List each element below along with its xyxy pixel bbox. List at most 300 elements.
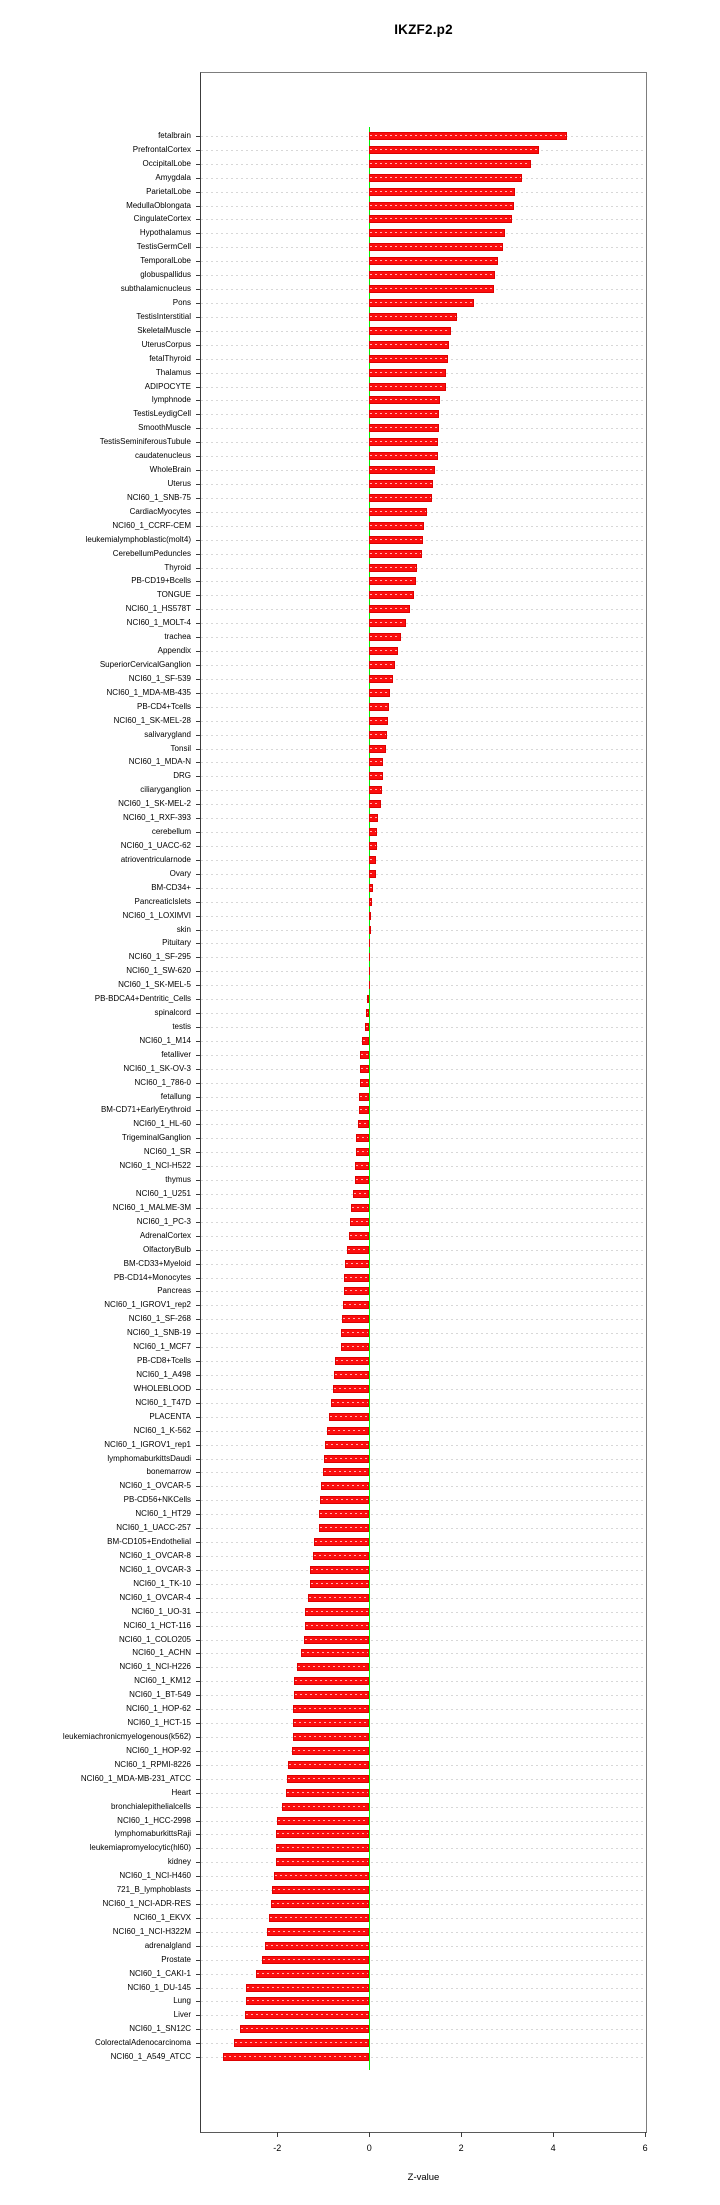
category-label: PrefrontalCortex <box>132 144 191 154</box>
y-tick-mark <box>196 790 200 791</box>
y-tick-mark <box>196 1250 200 1251</box>
bar-row <box>136 240 646 254</box>
bar <box>343 1301 370 1309</box>
row-gridline <box>201 1097 646 1098</box>
bar <box>369 758 383 766</box>
category-label: NCI60_1_UACC-257 <box>116 1523 191 1533</box>
category-label: NCI60_1_U251 <box>135 1189 191 1199</box>
y-tick-mark <box>196 540 200 541</box>
bar <box>369 577 415 585</box>
bar <box>369 856 376 864</box>
category-label: NCI60_1_IGROV1_rep2 <box>104 1300 191 1310</box>
bar-row <box>126 964 646 978</box>
y-tick-mark <box>196 317 200 318</box>
y-tick-mark <box>196 1681 200 1682</box>
category-label: NCI60_1_HOP-62 <box>126 1704 191 1714</box>
row-gridline <box>201 1264 646 1265</box>
y-tick-mark <box>196 568 200 569</box>
bar-row <box>99 435 646 449</box>
category-label: NCI60_1_MALME-3M <box>112 1202 191 1212</box>
y-tick-mark <box>196 1862 200 1863</box>
row-gridline <box>201 1472 646 1473</box>
bar <box>369 410 439 418</box>
y-tick-mark <box>196 721 200 722</box>
bar-row <box>139 1034 646 1048</box>
plot-area <box>62 72 648 2153</box>
bar <box>359 1093 369 1101</box>
bar <box>369 842 377 850</box>
bar <box>265 1942 369 1950</box>
y-tick-mark <box>196 1960 200 1961</box>
row-gridline <box>201 943 646 944</box>
category-label: NCI60_1_SR <box>143 1147 191 1157</box>
category-label: OccipitalLobe <box>142 158 191 168</box>
category-label: ColorectalAdenocarcinoma <box>94 2038 191 2048</box>
category-label: trachea <box>164 632 191 642</box>
category-label: DRG <box>173 771 191 781</box>
category-label: Tonsil <box>170 743 191 753</box>
category-label: NCI60_1_OVCAR-8 <box>119 1550 191 1560</box>
bar-row <box>110 1800 646 1814</box>
y-tick-mark <box>196 874 200 875</box>
y-tick-mark <box>196 1319 200 1320</box>
bar-row <box>118 978 646 992</box>
y-tick-mark <box>196 1500 200 1501</box>
bar-row <box>176 923 646 937</box>
bar-row <box>118 1633 646 1647</box>
bar <box>325 1441 369 1449</box>
bar <box>369 480 432 488</box>
category-label: UterusCorpus <box>141 339 191 349</box>
category-label: NCI60_1_SK-MEL-2 <box>118 799 191 809</box>
bar <box>324 1455 369 1463</box>
y-tick-mark <box>196 1988 200 1989</box>
bar-row <box>170 742 646 756</box>
bar <box>350 1218 370 1226</box>
category-label: NCI60_1_SF-295 <box>128 952 191 962</box>
bar-row <box>85 533 646 547</box>
bar-row <box>136 1368 646 1382</box>
bar <box>369 215 512 223</box>
bar-row <box>80 1772 646 1786</box>
y-tick-mark <box>196 289 200 290</box>
bar-row <box>107 1535 646 1549</box>
bar-row <box>94 992 646 1006</box>
y-tick-mark <box>196 1459 200 1460</box>
bar-row <box>158 129 646 143</box>
bar-row <box>162 936 646 950</box>
bar-row <box>110 2050 646 2064</box>
bar <box>369 884 373 892</box>
bar-row <box>117 1814 646 1828</box>
category-label: NCI60_1_NCI-H322M <box>112 1926 191 1936</box>
bar-row <box>127 1716 646 1730</box>
category-label: BM-CD33+Myeloid <box>123 1258 191 1268</box>
category-label: NCI60_1_HS578T <box>125 604 191 614</box>
row-gridline <box>201 1124 646 1125</box>
bar-row <box>118 797 646 811</box>
y-tick-mark <box>196 1807 200 1808</box>
category-label: NCI60_1_HCT-15 <box>127 1718 191 1728</box>
y-tick-mark <box>196 1027 200 1028</box>
row-gridline <box>201 1681 646 1682</box>
bar <box>271 1900 369 1908</box>
bar <box>369 953 370 961</box>
category-label: NCI60_1_MCF7 <box>133 1342 191 1352</box>
row-gridline <box>201 1417 646 1418</box>
category-label: NCI60_1_COLO205 <box>118 1634 191 1644</box>
bar <box>369 689 390 697</box>
category-label: NCI60_1_MOLT-4 <box>126 618 191 628</box>
bar <box>272 1886 370 1894</box>
bar-row <box>135 1396 646 1410</box>
row-gridline <box>201 1709 646 1710</box>
bar-row <box>122 909 646 923</box>
bar-row <box>107 1452 646 1466</box>
y-tick-mark <box>196 595 200 596</box>
y-tick-mark <box>196 1528 200 1529</box>
category-label: NCI60_1_LOXIMVI <box>122 910 191 920</box>
y-tick-mark <box>196 623 200 624</box>
y-tick-mark <box>196 957 200 958</box>
row-gridline <box>201 1305 646 1306</box>
bar-row <box>128 1312 646 1326</box>
category-label: NCI60_1_HCC-2998 <box>117 1815 191 1825</box>
bar-row <box>161 1953 646 1967</box>
y-tick-mark <box>196 762 200 763</box>
category-label: PB-CD14+Monocytes <box>113 1272 191 1282</box>
bar-row <box>104 1438 646 1452</box>
bar <box>292 1747 370 1755</box>
row-gridline <box>201 609 646 610</box>
row-gridline <box>201 1180 646 1181</box>
bar-row <box>126 1702 646 1716</box>
bar <box>369 271 495 279</box>
row-gridline <box>201 1695 646 1696</box>
row-gridline <box>201 1848 646 1849</box>
bar <box>276 1844 369 1852</box>
bar-row <box>119 1869 646 1883</box>
category-label: NCI60_1_HOP-92 <box>126 1745 191 1755</box>
category-label: PB-BDCA4+Dentritic_Cells <box>94 994 191 1004</box>
category-label: NCI60_1_T47D <box>135 1397 191 1407</box>
category-label: NCI60_1_A498 <box>136 1370 191 1379</box>
bar-row <box>171 1786 646 1800</box>
category-label: NCI60_1_UACC-62 <box>120 840 191 850</box>
y-tick-mark <box>196 136 200 137</box>
bar-row <box>140 783 646 797</box>
bar <box>353 1190 370 1198</box>
y-tick-mark <box>196 373 200 374</box>
y-tick-mark <box>196 707 200 708</box>
category-label: NCI60_1_SK-MEL-5 <box>118 980 191 990</box>
bar-row <box>157 644 646 658</box>
y-tick-mark <box>196 943 200 944</box>
bar-row <box>62 1730 646 1744</box>
y-tick-mark <box>196 1194 200 1195</box>
bar-row <box>137 324 646 338</box>
bar <box>359 1106 370 1114</box>
bar-row <box>134 1076 646 1090</box>
bar-row <box>119 1479 646 1493</box>
bar-row <box>126 1744 646 1758</box>
bar-row <box>112 1925 646 1939</box>
bar <box>345 1260 369 1268</box>
row-gridline <box>201 818 646 819</box>
category-label: NCI60_1_SF-539 <box>128 673 191 683</box>
row-gridline <box>201 1876 646 1877</box>
row-gridline <box>201 1278 646 1279</box>
category-label: WHOLEBLOOD <box>133 1383 191 1393</box>
category-label: leukemialymphoblastic(molt4) <box>85 534 191 544</box>
bar-row <box>167 1855 646 1869</box>
row-gridline <box>201 1667 646 1668</box>
y-tick-mark <box>196 359 200 360</box>
y-tick-mark <box>196 1013 200 1014</box>
x-tick-label: -2 <box>273 2143 282 2153</box>
bar <box>362 1037 369 1045</box>
bar <box>262 1956 370 1964</box>
y-tick-mark <box>196 1180 200 1181</box>
y-tick-mark <box>196 749 200 750</box>
row-gridline <box>201 1793 646 1794</box>
bar <box>369 466 435 474</box>
bar <box>293 1719 369 1727</box>
bar-row <box>167 477 646 491</box>
bar-row <box>142 1243 646 1257</box>
category-label: NCI60_1_MDA-N <box>128 757 191 767</box>
row-gridline <box>201 999 646 1000</box>
row-gridline <box>201 1904 646 1905</box>
category-label: Thyroid <box>164 562 191 572</box>
bar-row <box>133 407 646 421</box>
y-tick-mark <box>196 1570 200 1571</box>
bar-row <box>94 2036 646 2050</box>
bar-row <box>113 714 646 728</box>
row-gridline <box>201 1486 646 1487</box>
bar <box>369 355 448 363</box>
row-gridline <box>201 1556 646 1557</box>
bar-row <box>123 1062 646 1076</box>
category-label: Uterus <box>167 479 191 488</box>
bar-row <box>126 199 646 213</box>
bar <box>246 1984 369 1992</box>
bar-row <box>134 449 646 463</box>
bar-row <box>119 1660 646 1674</box>
category-label: NCI60_1_786-0 <box>134 1077 191 1087</box>
bar <box>369 174 522 182</box>
bar-row <box>149 463 646 477</box>
row-gridline <box>201 1459 646 1460</box>
y-tick-mark <box>196 1166 200 1167</box>
chart-title: IKZF2.p2 <box>394 22 453 37</box>
category-label: Lung <box>173 1996 191 2006</box>
bar-row <box>132 1646 646 1660</box>
category-label: BM-CD105+Endothelial <box>107 1537 191 1547</box>
y-tick-mark <box>196 1222 200 1223</box>
category-label: Pituitary <box>162 938 191 948</box>
row-gridline <box>201 846 646 847</box>
bar-row <box>125 602 646 616</box>
y-tick-mark <box>196 1556 200 1557</box>
bar <box>369 341 449 349</box>
bar <box>369 814 377 822</box>
bar-row <box>133 1340 646 1354</box>
category-label: TrigeminalGanglion <box>121 1133 191 1143</box>
row-gridline <box>201 1431 646 1432</box>
category-label: TestisInterstitial <box>136 311 191 321</box>
bar <box>369 619 406 627</box>
category-label: Pons <box>172 298 191 308</box>
row-gridline <box>201 1779 646 1780</box>
bar <box>369 396 440 404</box>
y-tick-mark <box>196 1514 200 1515</box>
y-tick-mark <box>196 1041 200 1042</box>
bar-row <box>126 491 646 505</box>
bar <box>355 1162 369 1170</box>
row-gridline <box>201 916 646 917</box>
row-gridline <box>201 1083 646 1084</box>
bar <box>369 898 372 906</box>
row-gridline <box>201 637 646 638</box>
category-label: TestisSeminiferousTubule <box>99 437 191 447</box>
category-label: NCI60_1_HCT-116 <box>123 1620 191 1630</box>
category-label: adrenalgland <box>144 1940 191 1950</box>
bar-row <box>144 380 646 394</box>
y-tick-mark <box>196 498 200 499</box>
y-tick-mark <box>196 150 200 151</box>
category-label: TestisGermCell <box>136 242 191 252</box>
category-label: bronchialepithelialcells <box>110 1801 191 1811</box>
bar-row <box>131 575 646 589</box>
row-gridline <box>201 679 646 680</box>
bar-row <box>123 1619 646 1633</box>
row-gridline <box>201 1834 646 1835</box>
y-tick-mark <box>196 1486 200 1487</box>
y-tick-mark <box>196 261 200 262</box>
y-tick-mark <box>196 554 200 555</box>
x-axis-label: Z-value <box>407 2172 440 2183</box>
category-label: NCI60_1_M14 <box>139 1035 191 1045</box>
row-gridline <box>201 1570 646 1571</box>
y-tick-mark <box>196 1333 200 1334</box>
y-tick-mark <box>196 345 200 346</box>
bar-row <box>146 185 646 199</box>
category-label: ADIPOCYTE <box>144 381 191 391</box>
bar <box>351 1204 369 1212</box>
category-label: CardiacMyocytes <box>129 506 191 516</box>
y-tick-mark <box>196 1904 200 1905</box>
category-label: NCI60_1_CCRF-CEM <box>112 520 191 530</box>
category-label: NCI60_1_SNB-75 <box>126 492 191 502</box>
bar-row <box>134 1674 646 1688</box>
y-tick-mark <box>196 776 200 777</box>
bar-row <box>151 394 646 408</box>
bar <box>331 1399 370 1407</box>
y-tick-mark <box>196 178 200 179</box>
y-tick-mark <box>196 902 200 903</box>
row-gridline <box>201 749 646 750</box>
bar-row <box>156 588 646 602</box>
bar-row <box>119 1159 646 1173</box>
y-tick-mark <box>196 1403 200 1404</box>
y-tick-mark <box>196 1779 200 1780</box>
category-label: fetalliver <box>161 1049 191 1059</box>
bar <box>360 1065 370 1073</box>
x-tick-label: 6 <box>642 2143 648 2153</box>
y-tick-mark <box>196 1946 200 1947</box>
row-gridline <box>201 860 646 861</box>
row-gridline <box>201 1807 646 1808</box>
category-label: Appendix <box>157 646 191 656</box>
category-label: Liver <box>173 2010 191 2020</box>
bar-row <box>157 1285 646 1299</box>
y-tick-mark <box>196 1264 200 1265</box>
bar-row <box>138 421 646 435</box>
category-label: NCI60_1_OVCAR-5 <box>119 1481 191 1491</box>
bar-row <box>136 1354 646 1368</box>
bar <box>369 383 446 391</box>
y-tick-mark <box>196 1737 200 1738</box>
row-gridline <box>201 971 646 972</box>
row-gridline <box>201 1765 646 1766</box>
row-gridline <box>201 888 646 889</box>
bar <box>369 494 432 502</box>
y-tick-mark <box>196 1069 200 1070</box>
bar-row <box>173 2008 646 2022</box>
bar-row <box>133 1911 646 1925</box>
bar <box>269 1914 369 1922</box>
bar <box>356 1148 370 1156</box>
bar <box>369 229 505 237</box>
bar-row <box>114 1758 646 1772</box>
x-tick-mark <box>645 2132 646 2137</box>
y-tick-mark <box>196 1445 200 1446</box>
bar-row <box>161 1048 646 1062</box>
category-label: NCI60_1_RXF-393 <box>122 813 191 823</box>
category-label: lymphomaburkittsRaji <box>114 1829 191 1839</box>
bar-row <box>144 728 646 742</box>
bar-row <box>133 1117 646 1131</box>
bar-row <box>120 282 646 296</box>
category-label: kidney <box>167 1857 191 1867</box>
bar-row <box>122 811 646 825</box>
y-tick-mark <box>196 219 200 220</box>
bar-row <box>133 1424 646 1438</box>
bar-row <box>132 143 646 157</box>
zero-line <box>369 127 370 2070</box>
row-gridline <box>201 1389 646 1390</box>
category-label: leukemiapromyelocytic(hl60) <box>89 1843 191 1853</box>
category-label: SkeletalMuscle <box>137 325 191 335</box>
y-tick-mark <box>196 414 200 415</box>
row-gridline <box>201 1612 646 1613</box>
row-gridline <box>201 554 646 555</box>
bar <box>369 202 514 210</box>
y-tick-mark <box>196 1236 200 1237</box>
bar-row <box>149 1410 646 1424</box>
category-label: CerebellumPeduncles <box>112 548 191 558</box>
bar <box>335 1357 370 1365</box>
row-gridline <box>201 1918 646 1919</box>
row-gridline <box>201 804 646 805</box>
y-tick-mark <box>196 275 200 276</box>
bar <box>367 995 370 1003</box>
category-label: testis <box>172 1021 191 1031</box>
category-label: PB-CD56+NKCells <box>123 1495 191 1505</box>
y-tick-mark <box>196 832 200 833</box>
row-gridline <box>201 1584 646 1585</box>
